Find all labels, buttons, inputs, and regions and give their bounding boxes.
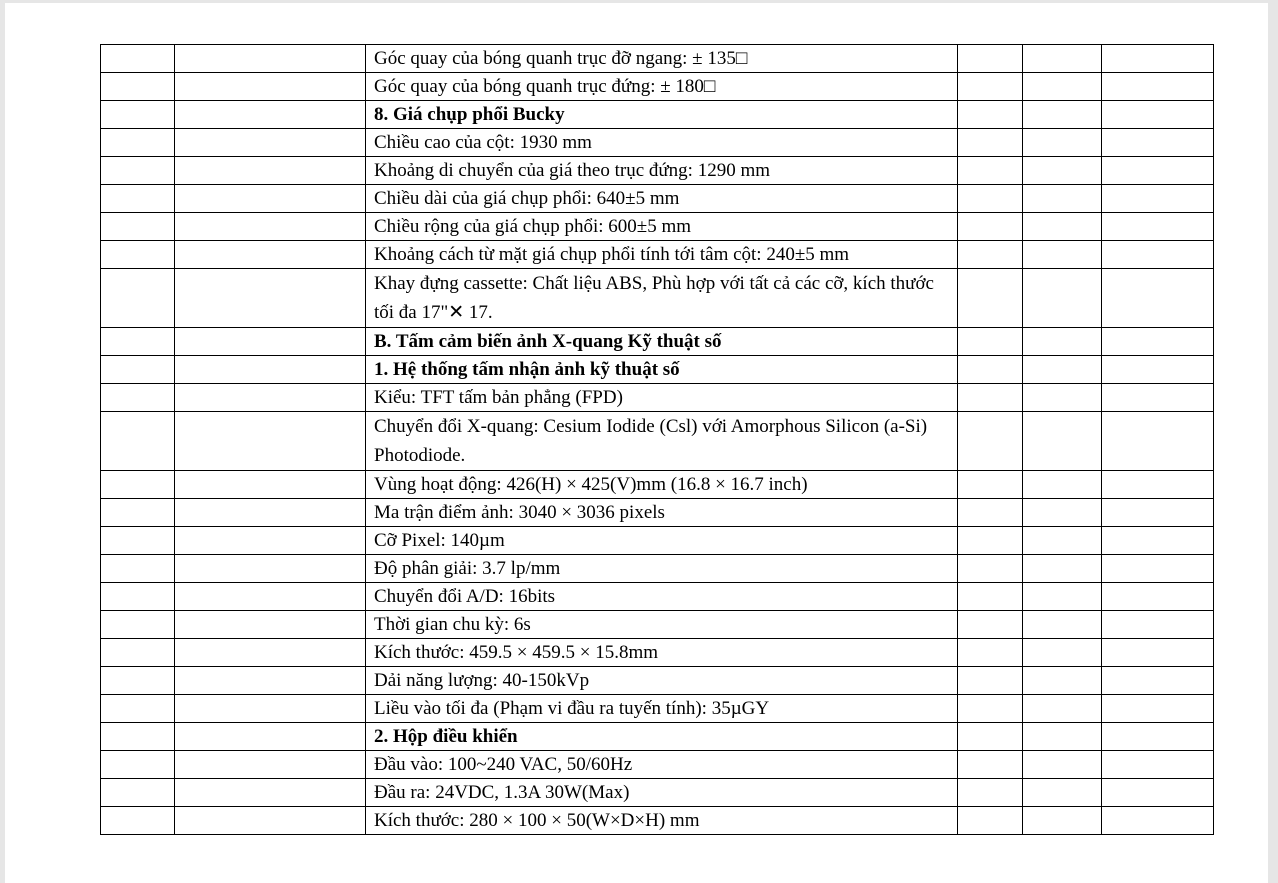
empty-cell — [958, 269, 1023, 328]
table-row — [101, 779, 1214, 807]
empty-cell — [1023, 667, 1102, 695]
empty-cell — [1102, 412, 1214, 471]
empty-cell — [958, 213, 1023, 241]
empty-cell — [1023, 412, 1102, 471]
empty-cell — [175, 213, 366, 241]
empty-cell — [175, 807, 366, 835]
table-row — [101, 269, 1214, 328]
table-row — [101, 241, 1214, 269]
empty-cell — [1023, 639, 1102, 667]
empty-cell — [1102, 555, 1214, 583]
empty-cell — [1023, 555, 1102, 583]
empty-cell — [175, 611, 366, 639]
empty-cell — [175, 583, 366, 611]
empty-cell — [1023, 499, 1102, 527]
table-row — [101, 527, 1214, 555]
empty-cell — [101, 527, 175, 555]
table-row — [101, 583, 1214, 611]
empty-cell — [1102, 611, 1214, 639]
empty-cell — [958, 101, 1023, 129]
empty-cell — [175, 269, 366, 328]
empty-cell — [958, 241, 1023, 269]
empty-cell — [1102, 499, 1214, 527]
spec-description-cell: 8. Giá chụp phổi Bucky — [366, 101, 958, 129]
empty-cell — [1023, 807, 1102, 835]
empty-cell — [958, 328, 1023, 356]
empty-cell — [1023, 751, 1102, 779]
empty-cell — [1023, 241, 1102, 269]
spec-description-cell: Góc quay của bóng quanh trục đứng: ± 180□ — [366, 73, 958, 101]
empty-cell — [101, 129, 175, 157]
table-row — [101, 695, 1214, 723]
empty-cell — [1102, 695, 1214, 723]
table-row — [101, 356, 1214, 384]
table-row — [101, 499, 1214, 527]
empty-cell — [1023, 269, 1102, 328]
empty-cell — [1023, 73, 1102, 101]
empty-cell — [958, 471, 1023, 499]
spec-description-cell: Kiểu: TFT tấm bản phẳng (FPD) — [366, 384, 958, 412]
empty-cell — [101, 328, 175, 356]
empty-cell — [175, 639, 366, 667]
table-row — [101, 639, 1214, 667]
empty-cell — [101, 695, 175, 723]
spec-description-cell: Khoảng cách từ mặt giá chụp phổi tính tới tâm cột: 240±5 mm — [366, 241, 958, 269]
empty-cell — [958, 723, 1023, 751]
empty-cell — [958, 45, 1023, 73]
empty-cell — [175, 101, 366, 129]
empty-cell — [958, 527, 1023, 555]
table-row — [101, 384, 1214, 412]
empty-cell — [101, 667, 175, 695]
spec-description-cell: Độ phân giải: 3.7 lp/mm — [366, 555, 958, 583]
spec-description-cell: Kích thước: 280 × 100 × 50(W×D×H) mm — [366, 807, 958, 835]
empty-cell — [958, 499, 1023, 527]
empty-cell — [1102, 807, 1214, 835]
empty-cell — [175, 45, 366, 73]
spec-description-cell: Cỡ Pixel: 140µm — [366, 527, 958, 555]
spec-table — [100, 44, 1214, 835]
empty-cell — [101, 723, 175, 751]
table-row — [101, 751, 1214, 779]
empty-cell — [101, 611, 175, 639]
empty-cell — [958, 611, 1023, 639]
empty-cell — [101, 471, 175, 499]
empty-cell — [101, 555, 175, 583]
empty-cell — [1023, 45, 1102, 73]
document-page — [5, 3, 1268, 883]
empty-cell — [958, 384, 1023, 412]
empty-cell — [958, 185, 1023, 213]
spec-description-cell: Chuyển đổi A/D: 16bits — [366, 583, 958, 611]
table-row — [101, 611, 1214, 639]
empty-cell — [1102, 73, 1214, 101]
empty-cell — [1102, 241, 1214, 269]
empty-cell — [1102, 101, 1214, 129]
empty-cell — [1102, 384, 1214, 412]
empty-cell — [101, 751, 175, 779]
table-row — [101, 157, 1214, 185]
spec-description-cell: Ma trận điểm ảnh: 3040 × 3036 pixels — [366, 499, 958, 527]
empty-cell — [1023, 723, 1102, 751]
empty-cell — [175, 527, 366, 555]
empty-cell — [1023, 213, 1102, 241]
empty-cell — [101, 73, 175, 101]
empty-cell — [175, 779, 366, 807]
empty-cell — [175, 471, 366, 499]
table-row — [101, 213, 1214, 241]
spec-description-cell: Kích thước: 459.5 × 459.5 × 15.8mm — [366, 639, 958, 667]
empty-cell — [1102, 213, 1214, 241]
table-row — [101, 45, 1214, 73]
table-row — [101, 412, 1214, 471]
spec-description-cell: Khoảng di chuyển của giá theo trục đứng: 1290 mm — [366, 157, 958, 185]
empty-cell — [175, 555, 366, 583]
empty-cell — [1102, 269, 1214, 328]
empty-cell — [1102, 185, 1214, 213]
spec-description-cell: Đầu ra: 24VDC, 1.3A 30W(Max) — [366, 779, 958, 807]
empty-cell — [175, 328, 366, 356]
table-row — [101, 667, 1214, 695]
empty-cell — [1023, 101, 1102, 129]
empty-cell — [1102, 157, 1214, 185]
spec-description-cell: Chiều dài của giá chụp phổi: 640±5 mm — [366, 185, 958, 213]
table-row — [101, 101, 1214, 129]
empty-cell — [101, 157, 175, 185]
table-row — [101, 185, 1214, 213]
empty-cell — [1102, 779, 1214, 807]
empty-cell — [958, 73, 1023, 101]
empty-cell — [1023, 185, 1102, 213]
spec-description-cell: Dải năng lượng: 40-150kVp — [366, 667, 958, 695]
empty-cell — [1023, 356, 1102, 384]
empty-cell — [1023, 527, 1102, 555]
table-row — [101, 555, 1214, 583]
empty-cell — [101, 356, 175, 384]
empty-cell — [1023, 384, 1102, 412]
empty-cell — [958, 807, 1023, 835]
empty-cell — [1102, 723, 1214, 751]
spec-description-cell: Chiều cao của cột: 1930 mm — [366, 129, 958, 157]
spec-description-cell: Liều vào tối đa (Phạm vi đầu ra tuyến tính): 35µGY — [366, 695, 958, 723]
empty-cell — [101, 101, 175, 129]
spec-description-cell: Đầu vào: 100~240 VAC, 50/60Hz — [366, 751, 958, 779]
spec-description-cell: Góc quay của bóng quanh trục đỡ ngang: ± 135□ — [366, 45, 958, 73]
empty-cell — [101, 241, 175, 269]
empty-cell — [1023, 129, 1102, 157]
empty-cell — [1023, 779, 1102, 807]
empty-cell — [1102, 129, 1214, 157]
empty-cell — [101, 779, 175, 807]
empty-cell — [1102, 356, 1214, 384]
empty-cell — [175, 751, 366, 779]
empty-cell — [1023, 471, 1102, 499]
table-row — [101, 471, 1214, 499]
empty-cell — [1102, 328, 1214, 356]
spec-description-cell: 2. Hộp điều khiển — [366, 723, 958, 751]
spec-description-cell: B. Tấm cảm biến ảnh X-quang Kỹ thuật số — [366, 328, 958, 356]
empty-cell — [1102, 667, 1214, 695]
spec-description-cell: 1. Hệ thống tấm nhận ảnh kỹ thuật số — [366, 356, 958, 384]
empty-cell — [101, 45, 175, 73]
empty-cell — [958, 129, 1023, 157]
table-row — [101, 807, 1214, 835]
empty-cell — [101, 412, 175, 471]
spec-description-cell: Vùng hoạt động: 426(H) × 425(V)mm (16.8 × 16.7 inch) — [366, 471, 958, 499]
spec-table-body — [101, 45, 1214, 835]
empty-cell — [101, 499, 175, 527]
empty-cell — [101, 384, 175, 412]
empty-cell — [958, 639, 1023, 667]
empty-cell — [1102, 45, 1214, 73]
spec-description-cell: Khay đựng cassette: Chất liệu ABS, Phù hợp với tất cả các cỡ, kích thước tối đa 17"✕ 17. — [366, 269, 958, 328]
empty-cell — [101, 583, 175, 611]
empty-cell — [175, 157, 366, 185]
empty-cell — [175, 412, 366, 471]
empty-cell — [1102, 471, 1214, 499]
empty-cell — [175, 185, 366, 213]
empty-cell — [1023, 611, 1102, 639]
empty-cell — [175, 241, 366, 269]
empty-cell — [958, 555, 1023, 583]
spec-description-cell: Thời gian chu kỳ: 6s — [366, 611, 958, 639]
table-row — [101, 723, 1214, 751]
empty-cell — [1023, 328, 1102, 356]
empty-cell — [958, 157, 1023, 185]
empty-cell — [175, 695, 366, 723]
spec-description-cell: Chuyển đổi X-quang: Cesium Iodide (Csl) với Amorphous Silicon (a-Si) Photodiode. — [366, 412, 958, 471]
empty-cell — [101, 213, 175, 241]
empty-cell — [175, 667, 366, 695]
empty-cell — [175, 384, 366, 412]
empty-cell — [1023, 583, 1102, 611]
empty-cell — [1102, 751, 1214, 779]
empty-cell — [958, 779, 1023, 807]
empty-cell — [175, 356, 366, 384]
table-row — [101, 328, 1214, 356]
empty-cell — [958, 583, 1023, 611]
empty-cell — [101, 639, 175, 667]
empty-cell — [1102, 527, 1214, 555]
empty-cell — [1023, 695, 1102, 723]
table-row — [101, 129, 1214, 157]
empty-cell — [101, 269, 175, 328]
empty-cell — [101, 807, 175, 835]
empty-cell — [1023, 157, 1102, 185]
empty-cell — [175, 73, 366, 101]
empty-cell — [175, 499, 366, 527]
empty-cell — [958, 667, 1023, 695]
empty-cell — [958, 695, 1023, 723]
empty-cell — [175, 723, 366, 751]
empty-cell — [101, 185, 175, 213]
empty-cell — [958, 751, 1023, 779]
empty-cell — [1102, 583, 1214, 611]
spec-description-cell: Chiều rộng của giá chụp phổi: 600±5 mm — [366, 213, 958, 241]
empty-cell — [175, 129, 366, 157]
empty-cell — [1102, 639, 1214, 667]
empty-cell — [958, 412, 1023, 471]
table-row — [101, 73, 1214, 101]
empty-cell — [958, 356, 1023, 384]
